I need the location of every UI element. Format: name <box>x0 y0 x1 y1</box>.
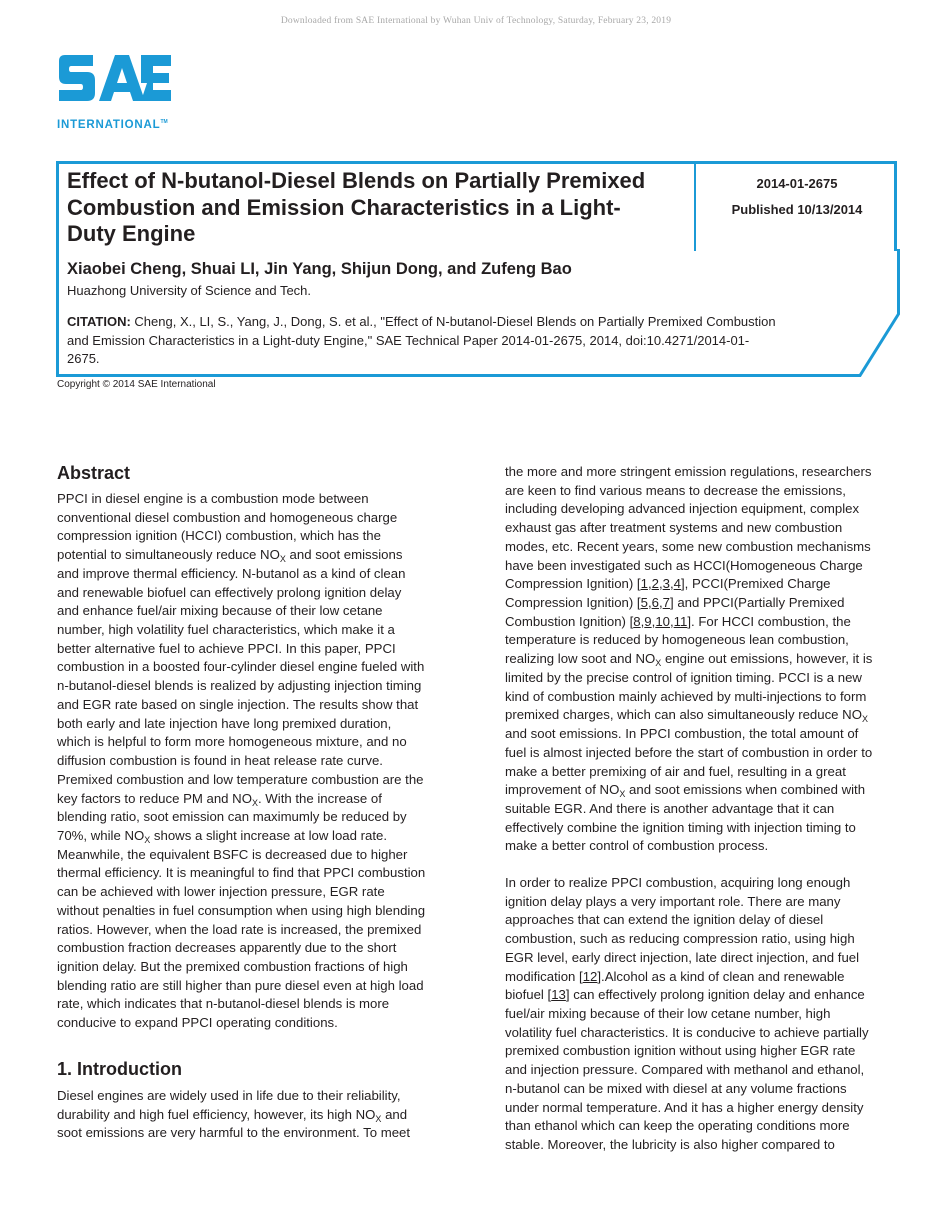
text-line: including developing advanced injection equipment, complex <box>505 501 860 517</box>
text-line: ignition delay. But the premixed combustion fractions of high <box>57 958 408 974</box>
text-line: limited by the precise control of ignition timing. PCCI is a new <box>505 669 862 685</box>
text-line: blending ratio, soot emission can maximumly be reduced by <box>57 809 407 825</box>
text-line: durability and high fuel efficiency, however, its high $NO_X$ and <box>57 1106 408 1124</box>
reference-link[interactable]: 3 <box>662 576 670 592</box>
subscript: X <box>375 1113 382 1124</box>
text-line: and soot emissions. In PPCI combustion, the total amount of <box>505 726 859 742</box>
text-line: and EGR rate based on single injection. The results show that <box>57 696 419 712</box>
text-line: conducive to expand PPCI operating conditions. <box>57 1015 338 1031</box>
text-line: are keen to find various means to decrease the emissions, <box>505 482 846 498</box>
text-line: and injection pressure. Compared with methanol and ethanol, <box>505 1062 865 1078</box>
text-line: modes, etc. Recent years, some new combustion mechanisms <box>505 538 871 554</box>
reference-link[interactable]: 8 <box>633 613 641 629</box>
text-line: realizing low soot and $NO_X$ engine out emissions, however, it is <box>505 651 873 669</box>
text-line: stable. Moreover, the lubricity is also higher compared to <box>505 1137 835 1153</box>
introduction-heading: 1. Introduction <box>57 1059 182 1079</box>
published-date: Published 10/13/2014 <box>731 202 863 217</box>
subscript: X <box>861 714 868 725</box>
text-line: fuel/air mixing because of their low cetane number, high <box>505 1006 831 1022</box>
text-line: fuel is almost injected before the start of combustion in order to <box>505 744 873 760</box>
text-line: volatility fuel characteristics. It is conducive to achieve partially <box>505 1024 869 1040</box>
citation-label: CITATION: <box>67 314 131 329</box>
reference-link[interactable]: 12 <box>582 968 598 984</box>
text-line: potential to simultaneously reduce $NO_X$ and soot emissions <box>57 547 403 565</box>
text-line: approaches that can extend the ignition delay of diesel <box>505 912 824 928</box>
reference-link[interactable]: 11 <box>673 613 688 629</box>
citation: CITATION: Cheng, X., LI, S., Yang, J., Dong, S. et al., "Effect of N-butanol-Diesel Blends on Partially Premixed Combustion and Emission Characteristics in a Light-duty Engine," SAE Technical Paper 2014-01-2675, 2014, doi:10.4271/2014-01- 2675. <box>67 314 776 366</box>
text-line: temperature is reduced by homogeneous lean combustion, <box>505 632 849 648</box>
reference-link[interactable]: 9 <box>644 613 652 629</box>
text-line: without penalties in fuel consumption when using high blending <box>57 902 426 918</box>
text-line: Premixed combustion and low temperature combustion are the <box>57 771 424 787</box>
reference-link[interactable]: 7 <box>662 595 670 611</box>
reference-link[interactable]: 1 <box>640 576 648 592</box>
text-line: have been investigated such as HCCI(Homogeneous Charge <box>505 557 863 573</box>
text-line: soot emissions are very harmful to the environment. To meet <box>57 1125 411 1141</box>
text-line: kind of combustion mainly achieved by multi-injections to form <box>505 688 867 704</box>
text-line: EGR level, early direct injection, late direct injection, and fuel <box>505 949 860 965</box>
text-line: Diesel engines are widely used in life due to their reliability, <box>57 1088 401 1103</box>
text-line: number, high volatility fuel characteristics, which make it a <box>57 622 395 638</box>
text-line: 70%, while $NO_X$ shows a slight increase at low load rate. <box>57 827 388 845</box>
sae-logo-subtitle: INTERNATIONAL™ <box>57 119 168 131</box>
text-line: the more and more stringent emission regulations, researchers <box>505 464 872 479</box>
text-line: modification [12].Alcohol as a kind of clean and renewable <box>505 968 845 984</box>
subscript: X <box>144 834 151 845</box>
reference-link[interactable]: 4 <box>673 576 681 592</box>
reference-link[interactable]: 2 <box>651 576 659 592</box>
subscript: X <box>619 789 626 800</box>
text-line: ratios. However, when the load rate is increased, the premixed <box>57 921 422 937</box>
text-line: PPCI in diesel engine is a combustion mode between <box>57 491 369 506</box>
text-line: and renewable biofuel can effectively prolong ignition delay <box>57 584 402 600</box>
sae-logo <box>57 55 173 133</box>
text-line: blending ratio are still higher than pure diesel even at high load <box>57 977 424 993</box>
introduction-body-left <box>57 1087 452 1143</box>
text-line: key factors to reduce PM and $NO_X$. With the increase of <box>57 790 382 808</box>
affiliation: Huazhong University of Science and Tech. <box>67 283 312 298</box>
introduction-body-right-para2 <box>505 874 900 1155</box>
authors: Xiaobei Cheng, Shuai LI, Jin Yang, Shijun Dong, and Zufeng Bao <box>67 260 572 278</box>
text-line: conventional diesel combustion and homogeneous charge <box>57 509 398 525</box>
text-line: under normal temperature. And it has a higher energy density <box>505 1099 864 1115</box>
text-line: suitable EGR. And there is another advantage that it can <box>505 800 835 816</box>
reference-link[interactable]: 5 <box>640 595 648 611</box>
text-line: premixed combustion ignition without using higher EGR rate <box>505 1043 856 1059</box>
text-line: and improve thermal efficiency. N-butanol as a kind of clean <box>57 565 406 581</box>
subscript: X <box>279 554 286 565</box>
introduction-body-right-para1 <box>505 463 900 856</box>
text-line: compression ignition (HCCI) combustion, which has the <box>57 528 381 544</box>
text-line: better alternative fuel to achieve PPCI. In this paper, PPCI <box>57 640 396 656</box>
sae-logo-mark <box>57 55 173 119</box>
text-line: Combustion Ignition) [8,9,10,11]. For HCCI combustion, the <box>505 613 851 629</box>
text-line: effectively combine the ignition timing with injection timing to <box>505 819 856 835</box>
text-line: exhaust gas after treatment systems and new combustion <box>505 520 843 536</box>
text-line: n-butanol can be mixed with diesel at any volume fractions <box>505 1080 847 1096</box>
text-line: In order to realize PPCI combustion, acquiring long enough <box>505 875 851 890</box>
text-line: both early and late injection have long premixed duration, <box>57 715 392 731</box>
text-line: than ethanol which can keep the operating conditions more <box>505 1118 850 1134</box>
text-line: n-butanol-diesel blends is realized by adjusting injection timing <box>57 678 422 694</box>
paper-title: Effect of N-butanol-Diesel Blends on Partially Premixed Combustion and Emission Characteristics in a Light- Duty Engine <box>67 168 646 246</box>
text-line: Compression Ignition) [1,2,3,4], PCCI(Premixed Charge <box>505 576 831 592</box>
reference-link[interactable]: 13 <box>551 987 566 1003</box>
text-line: improvement of $NO_X$ and soot emissions when combined with <box>505 782 866 800</box>
text-line: biofuel [13] can effectively prolong ignition delay and enhance <box>505 987 865 1003</box>
subscript: X <box>251 797 258 808</box>
paper-id: 2014-01-2675 <box>756 176 838 191</box>
download-note: Downloaded from SAE International by Wuhan Univ of Technology, Saturday, February 23, 2019 <box>280 16 672 26</box>
text-line: combustion in a boosted four-cylinder diesel engine fueled with <box>57 659 425 675</box>
text-line: make a better premixing of air and fuel, resulting in a great <box>505 763 846 779</box>
copyright: Copyright © 2014 SAE International <box>57 379 216 390</box>
text-line: thermal efficiency. It is meaningful to find that PPCI combustion <box>57 865 426 881</box>
abstract-body <box>57 490 452 1033</box>
text-line: can be achieved with lower injection pressure, EGR rate <box>57 884 385 900</box>
text-line: ignition delay plays a very important role. There are many <box>505 893 841 909</box>
text-line: which is helpful to form more homogeneous mixture, and no <box>57 734 407 750</box>
text-line: rate, which indicates that n-butanol-diesel blends is more <box>57 996 390 1012</box>
reference-link[interactable]: 6 <box>651 595 659 611</box>
subscript: X <box>655 658 662 669</box>
text-line: diffusion combustion is found in heat release rate curve. <box>57 753 383 769</box>
abstract-heading: Abstract <box>57 463 131 483</box>
text-line: combustion, such as reducing compression ratio, using high <box>505 931 855 947</box>
text-line: and enhance fuel/air mixing because of their low cetane <box>57 603 383 619</box>
text-line: make a better control of combustion process. <box>505 838 769 854</box>
text-line: premixed charges, which can also simultaneously reduce $NO_X$ <box>505 707 868 725</box>
text-line: Meanwhile, the equivalent BSFC is decreased due to higher <box>57 846 408 862</box>
text-line: Compression Ignition) [5,6,7] and PPCI(Partially Premixed <box>505 595 845 611</box>
reference-link[interactable]: 10 <box>655 613 670 629</box>
text-line: combustion fraction decreases apparently due to the short <box>57 940 397 956</box>
